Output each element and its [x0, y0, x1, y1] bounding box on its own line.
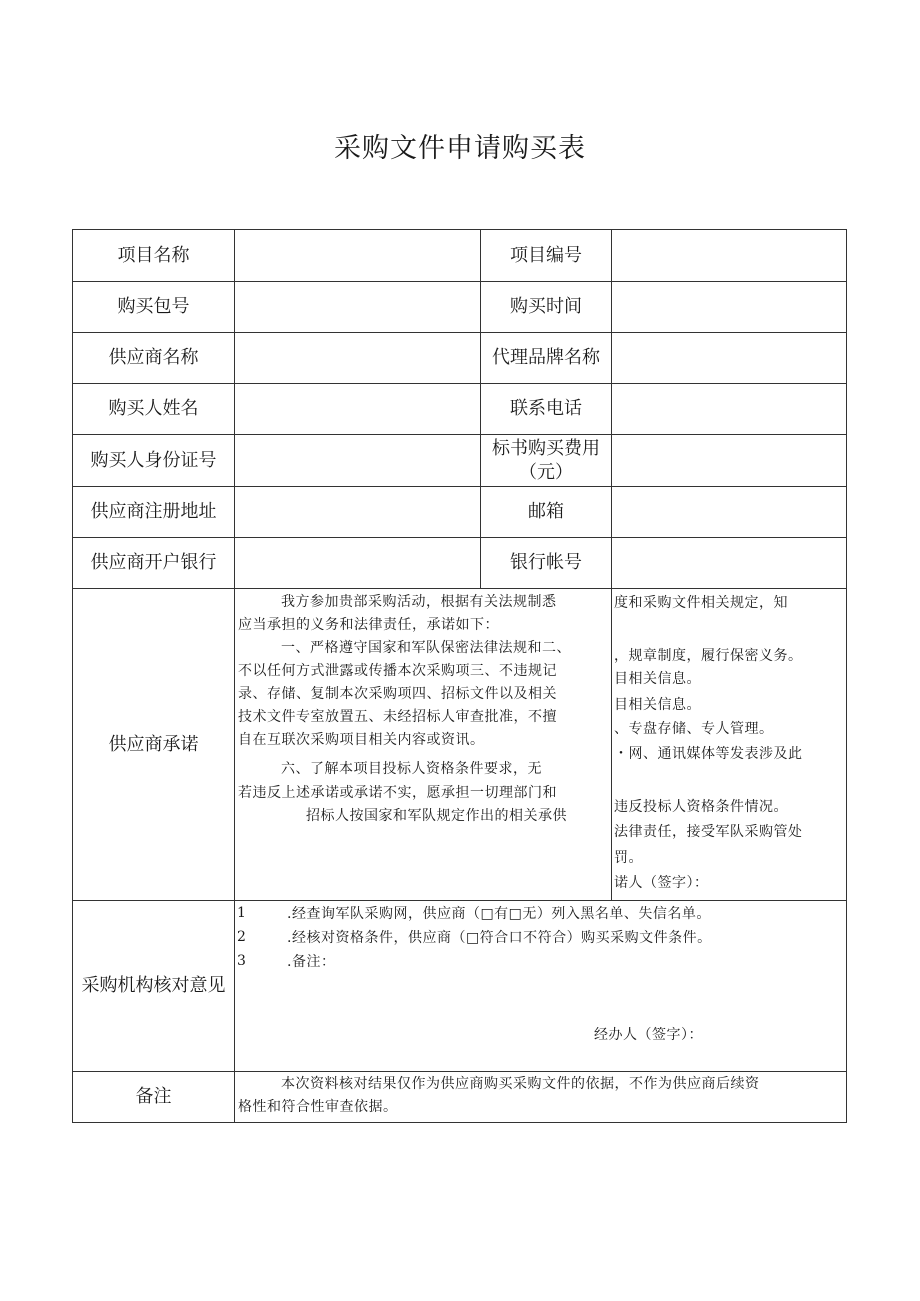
label-bank: 供应商开户银行: [90, 552, 217, 573]
label-registered-address: 供应商注册地址: [90, 501, 217, 522]
field-bid-document-fee[interactable]: [612, 435, 846, 486]
commitment-text-line: 目相关信息。: [614, 697, 701, 713]
commitment-text-line: 违反投标人资格条件情况。: [614, 799, 788, 815]
commitment-text-line: ，规章制度，履行保密义务。: [614, 648, 803, 664]
commitment-text-line: 招标人按国家和军队规定作出的相关承供: [306, 808, 567, 824]
remark-text-line: 本次资料核对结果仅作为供应商购买采购文件的依据，不作为供应商后续资: [281, 1076, 760, 1092]
field-bank-account[interactable]: [612, 538, 846, 588]
label-supplier-name: 供应商名称: [108, 347, 199, 368]
review-item-text: .经查询军队采购网，供应商（□有□无）列入黑名单、失信名单。: [287, 906, 711, 922]
label-package-number: 购买包号: [117, 296, 190, 317]
review-item-number: 2: [237, 929, 246, 945]
label-supplier-commitment: 供应商承诺: [108, 733, 199, 755]
field-package-number[interactable]: [235, 282, 480, 332]
commitment-text-line: 法律责任，接受军队采购管处: [614, 824, 803, 840]
field-purchase-time[interactable]: [612, 282, 846, 332]
field-buyer-id-number[interactable]: [235, 435, 480, 486]
commitment-text-line: 我方参加贵部采购活动，根据有关法规制悉: [281, 594, 557, 610]
commitment-text-line: 、专盘存储、专人管理。: [614, 721, 774, 737]
commitment-text-line: 应当承担的义务和法律责任，承诺如下：: [238, 617, 499, 633]
field-email[interactable]: [612, 487, 846, 537]
review-item-number: 3: [237, 953, 246, 969]
commitment-text-line: 不以任何方式泄露或传播本次采购项三、不违规记: [238, 663, 557, 679]
review-item-number: 1: [237, 905, 246, 921]
table-border-right: [846, 229, 847, 1123]
label-email: 邮箱: [528, 501, 564, 522]
commitment-text-line: 若违反上述承诺或承诺不实，愿承担一切理部门和: [238, 785, 557, 801]
commitment-text-line: 自在互联次采购项目相关内容或资讯。: [238, 732, 485, 748]
table-border-bottom: [72, 1122, 847, 1123]
label-buyer-id-number: 购买人身份证号: [90, 449, 217, 471]
field-registered-address[interactable]: [235, 487, 480, 537]
commitment-text-line: 罚。: [614, 850, 643, 866]
label-bid-document-fee: 标书购买费用（元）: [492, 437, 600, 483]
commitment-text-line: 度和采购文件相关规定，知: [614, 595, 788, 611]
reviewer-signature-label: 经办人（签字）：: [594, 1027, 703, 1043]
field-buyer-name[interactable]: [235, 384, 480, 434]
field-bank[interactable]: [235, 538, 480, 588]
commitment-text-line: 录、存储、复制本次采购项四、招标文件以及相关: [238, 686, 557, 702]
label-agent-brand-name: 代理品牌名称: [492, 347, 600, 368]
label-agency-review: 采购机构核对意见: [81, 975, 226, 996]
review-item-text: .经核对资格条件，供应商（□符合口不符合）购买采购文件条件。: [287, 930, 712, 946]
commitment-text-line: 技术文件专室放置五、未经招标人审查批准，不擅: [238, 709, 557, 725]
field-project-name[interactable]: [235, 230, 480, 281]
label-phone: 联系电话: [510, 398, 582, 419]
commitment-text-line: ・网、通讯媒体等发表涉及此: [614, 746, 803, 762]
page-title: 采购文件申请购买表: [334, 133, 586, 164]
review-item-text: .备注：: [287, 954, 336, 970]
field-project-number[interactable]: [612, 230, 846, 281]
commitment-text-line: 六、了解本项目投标人资格条件要求，无: [281, 761, 542, 777]
remark-text-line: 格性和符合性审查依据。: [238, 1099, 398, 1115]
label-bank-account: 银行帐号: [510, 552, 582, 573]
label-buyer-name: 购买人姓名: [108, 398, 199, 419]
label-purchase-time: 购买时间: [510, 296, 582, 317]
label-project-name: 项目名称: [117, 244, 190, 266]
field-supplier-name[interactable]: [235, 333, 480, 383]
commitment-text-line: 目相关信息。: [614, 671, 701, 687]
field-agent-brand-name[interactable]: [612, 333, 846, 383]
label-project-number: 项目编号: [510, 244, 582, 266]
field-phone[interactable]: [612, 384, 846, 434]
commitment-signature-label: 诺人（签字）：: [614, 875, 709, 891]
label-remark: 备注: [135, 1086, 172, 1107]
commitment-text-line: 一、严格遵守国家和军队保密法律法规和二、: [281, 640, 571, 656]
